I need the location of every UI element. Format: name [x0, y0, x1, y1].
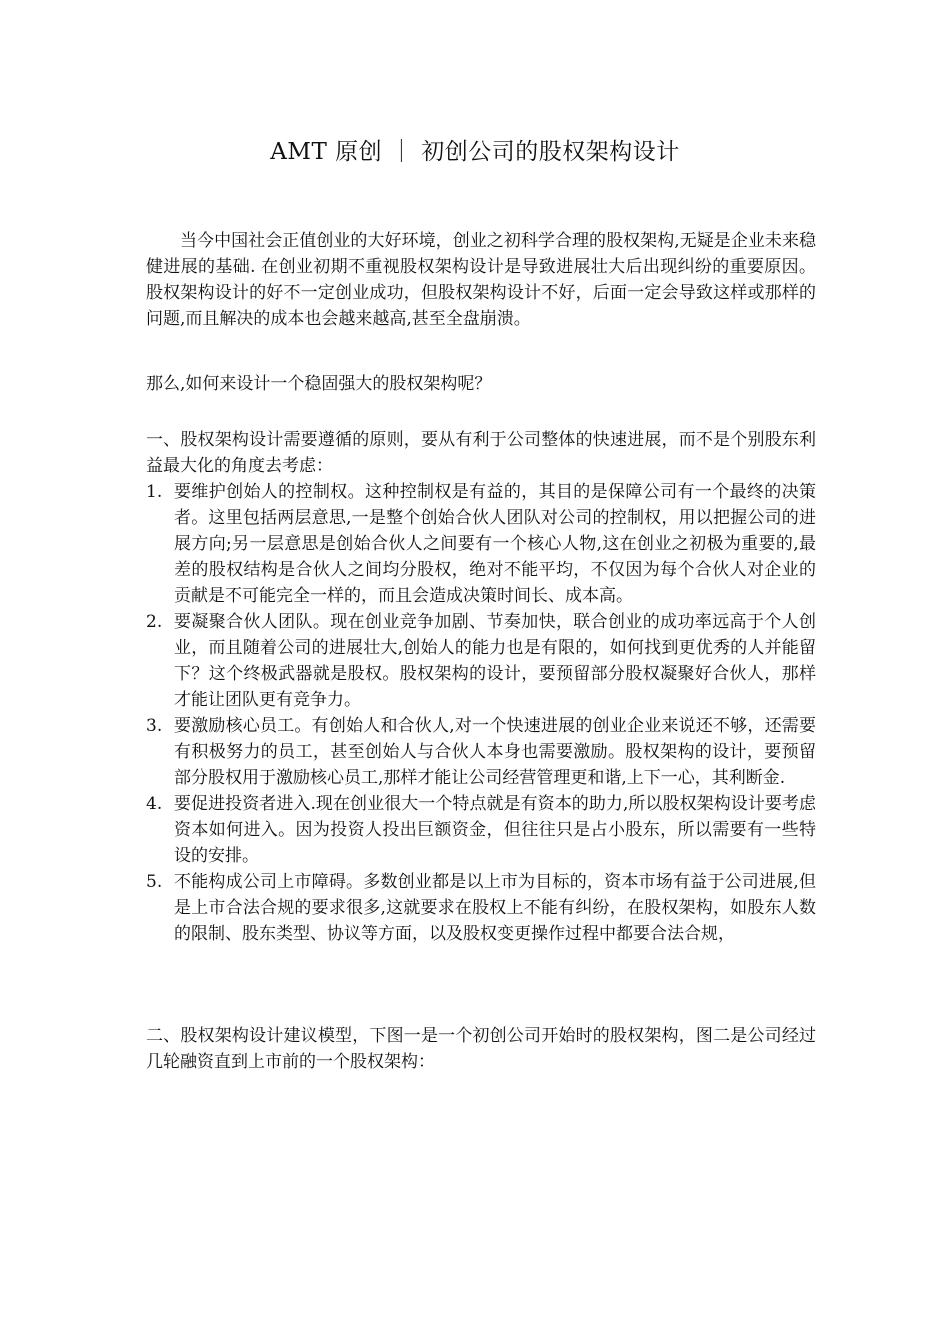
list-item: [146, 791, 816, 869]
list-item-text: 要凝聚合伙人团队。现在创业竞争加剧、节奏加快，联合创业的成功率远高于个人创业，而且随着公司的进展壮大,创始人的能力也是有限的，如何找到更优秀的人并能留下？这个终极武器就是股权。股权架构的设计，要预留部分股权凝聚好合伙人，那样才能让团队更有竞争力。: [174, 612, 816, 710]
list-item: [146, 869, 816, 947]
document-title: AMT 原创 ｜ 初创公司的股权架构设计: [270, 139, 680, 165]
list-item-text: 不能构成公司上市障碍。多数创业都是以上市为目标的，资本市场有益于公司进展,但是上市合法合规的要求很多,这就要求在股权上不能有纠纷，在股权架构，如股东人数的限制、股东类型、协议等方面，以及股权变更操作过程中都要合法合规，: [174, 872, 816, 944]
list-item-number: 3.: [146, 716, 163, 736]
intro-paragraph: [146, 228, 816, 332]
principles-list: [146, 479, 816, 947]
list-item-number: 4.: [146, 794, 163, 814]
question-paragraph: 那么,如何来设计一个稳固强大的股权架构呢？: [146, 374, 492, 394]
list-item-text: 要促进投资者进入.现在创业很大一个特点就是有资本的助力,所以股权架构设计要考虑资本如何进入。因为投资人投出巨额资金，但往往只是占小股东，所以需要有一些特设的安排。: [174, 794, 816, 866]
section-principles: [146, 427, 816, 947]
section-model-lead: 二、股权架构设计建议模型，下图一是一个初创公司开始时的股权架构，图二是公司经过几轮融资直到上市前的一个股权架构：: [146, 1026, 816, 1072]
list-item-number: 1.: [146, 482, 163, 502]
section-model: [146, 1023, 816, 1075]
list-item: [146, 479, 816, 609]
list-item: [146, 713, 816, 791]
section-principles-lead: 一、股权架构设计需要遵循的原则，要从有利于公司整体的快速进展，而不是个别股东利益最大化的角度去考虑：: [146, 430, 816, 476]
intro-text: 当今中国社会正值创业的大好环境，创业之初科学合理的股权架构,无疑是企业未来稳健进展的基础. 在创业初期不重视股权架构设计是导致进展壮大后出现纠纷的重要原因。股权架构设计的好不一定创业成功，但股权架构设计不好，后面一定会导致这样或那样的问题,而且解决的成本也会越来越高,甚至全盘崩溃。: [146, 231, 816, 329]
list-item-text: 要激励核心员工。有创始人和合伙人,对一个快速进展的创业企业来说还不够，还需要有积极努力的员工，甚至创始人与合伙人本身也需要激励。股权架构的设计，要预留部分股权用于激励核心员工,那样才能让公司经营管理更和谐,上下一心，其利断金.: [174, 716, 816, 788]
list-item-number: 2.: [146, 612, 163, 632]
list-item: [146, 609, 816, 713]
list-item-number: 5.: [146, 872, 163, 892]
list-item-text: 要维护创始人的控制权。这种控制权是有益的，其目的是保障公司有一个最终的决策者。这里包括两层意思,一是整个创始合伙人团队对公司的控制权，用以把握公司的进展方向;另一层意思是创始合伙人之间要有一个核心人物,这在创业之初极为重要的,最差的股权结构是合伙人之间均分股权，绝对不能平均，不仅因为每个合伙人对企业的贡献是不可能完全一样的，而且会造成决策时间长、成本高。: [174, 482, 816, 606]
